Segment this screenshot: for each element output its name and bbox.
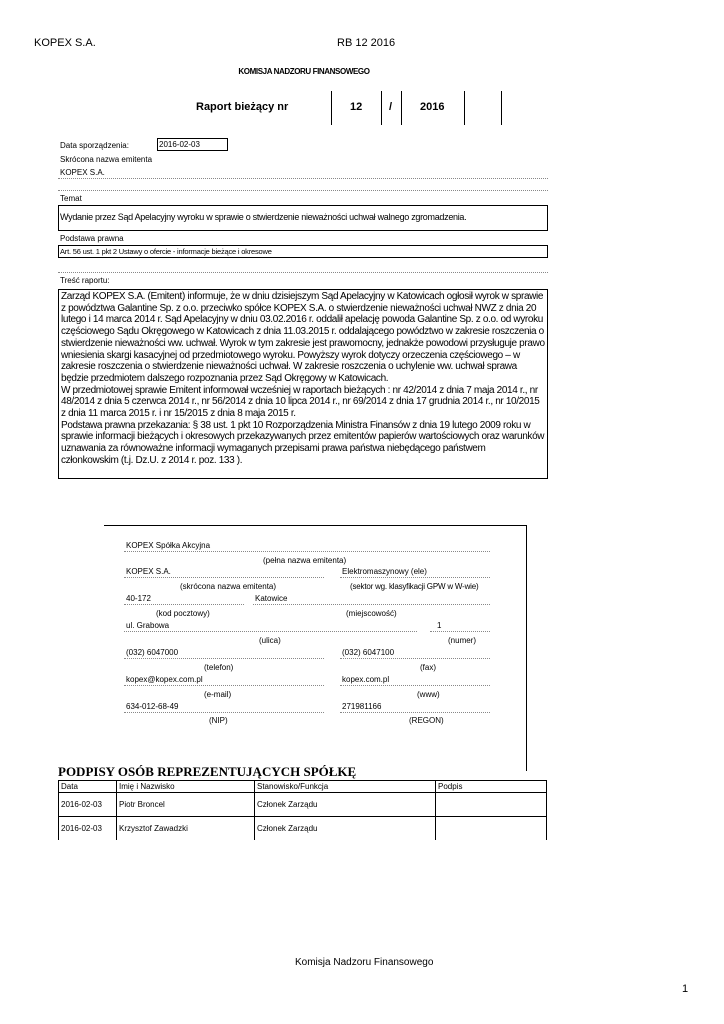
signatures-heading: PODPISY OSÓB REPREZENTUJĄCYCH SPÓŁKĘ [58, 764, 357, 779]
col-header-position: Stanowisko/Funkcja [255, 781, 436, 793]
company-short-name-label: (skrócona nazwa emitenta) [180, 582, 277, 591]
company-postal-code: 40-172 [126, 594, 151, 603]
authority-title: KOMISJA NADZORU FINANSOWEGO [238, 67, 370, 76]
legal-basis-label: Podstawa prawna [60, 234, 124, 243]
table-row [59, 817, 547, 841]
row-signature [436, 817, 547, 841]
company-city: Katowice [255, 594, 288, 603]
content-box [58, 289, 548, 479]
date-value: 2016-02-03 [159, 140, 200, 149]
row-name: Piotr Broncel [117, 793, 255, 817]
company-city-label: (miejscowość) [346, 609, 397, 618]
row-position: Członek Zarządu [255, 817, 436, 841]
company-email[interactable]: kopex@kopex.com.pl [126, 675, 203, 684]
row-date: 2016-02-03 [59, 817, 117, 841]
report-separator: / [389, 101, 393, 113]
content-paragraph-1: Zarząd KOPEX S.A. (Emitent) informuje, że w dniu dzisiejszym Sąd Apelacyjny w Katowicach ogłosił wyrok w sprawie z powództwa Galantine Sp. z o.o. przeciwko spółce KOPEX S.A. o stwierdzenie nieważności uchwał NWZ z dnia 20 lutego i 14 marca 2014 r. Sąd Apelacyjny w dniu 03.02.2016 r. oddalił apelację powoda Galantine Sp. z o.o. od wyroku częściowego Sądu Okręgowego w Katowicach z dnia 11.03.2015 r. oddalającego powództwo w zakresie roszczenia o stwierdzenie nieważności ww. uchwał. Wyrok w tym zakresie jest prawomocny, jednakże powodowi przysługuje prawo wniesienia skargi kasacyjnej od przedmiotowego wyroku. Powyższy wyrok dotyczy orzeczenia częściowego – w zakresie roszczenia o stwierdzenie nieważności uchwał. W zakresie roszczenia o uchylenie ww. uchwał sprawa będzie przedmiotem dalszego rozpoznania przez Sąd Okręgowy w Katowicach. [61, 291, 545, 384]
signatures-table [58, 780, 547, 840]
company-phone: (032) 6047000 [126, 648, 179, 657]
legal-basis-value: Art. 56 ust. 1 pkt 2 Ustawy o ofercie - informacje bieżące i okresowe [60, 247, 272, 256]
company-email-label: (e-mail) [204, 690, 232, 699]
company-nip: 634-012-68-49 [126, 702, 179, 711]
legal-basis-box [58, 245, 548, 258]
company-fax-label: (fax) [420, 663, 436, 672]
subject-label: Temat [60, 194, 82, 203]
content-paragraph-2: W przedmiotowej sprawie Emitent informował wcześniej w raportach bieżących : nr 42/2014 z dnia 7 maja 2014 r., nr 48/2014 z dnia 5 czerwca 2014 r., nr 56/2014 z dnia 10 lipca 2014 r., nr 69/2014 z dnia 17 grudnia 2014 r., nr 10/2015 z dnia 11 marca 2015 r. i nr 15/2015 z dnia 8 maja 2015 r. [61, 384, 540, 420]
row-date: 2016-02-03 [59, 793, 117, 817]
company-sector-label: (sektor wg. klasyfikacji GPW w W-wie) [350, 582, 479, 591]
report-number: 12 [350, 101, 363, 113]
date-value-box [157, 138, 228, 151]
report-label: Raport bieżący nr [196, 101, 289, 113]
content-label: Treść raportu: [60, 276, 110, 285]
company-www-label: (www) [417, 690, 440, 699]
company-www[interactable]: kopex.com.pl [342, 675, 390, 684]
subject-box [58, 205, 548, 231]
page-number: 1 [682, 983, 689, 995]
report-year: 2016 [420, 101, 445, 113]
col-header-name: Imię i Nazwisko [117, 781, 255, 793]
row-name: Krzysztof Zawadzki [117, 817, 255, 841]
short-name-label: Skrócona nazwa emitenta [60, 155, 153, 164]
page-header-left: KOPEX S.A. [34, 37, 96, 49]
short-name-value: KOPEX S.A. [60, 168, 105, 177]
col-header-signature: Podpis [436, 781, 547, 793]
subject-value: Wydanie przez Sąd Apelacyjny wyroku w sprawie o stwierdzenie nieważności uchwał walnego zgromadzenia. [60, 212, 467, 222]
date-label: Data sporządzenia: [60, 141, 129, 150]
company-regon: 271981166 [342, 702, 382, 711]
company-nip-label: (NIP) [209, 716, 228, 725]
company-short-name: KOPEX S.A. [126, 567, 171, 576]
row-signature [436, 793, 547, 817]
company-phone-label: (telefon) [204, 663, 234, 672]
row-position: Członek Zarządu [255, 793, 436, 817]
page-header-center: RB 12 2016 [337, 37, 396, 49]
table-row [59, 793, 547, 817]
content-paragraph-3: Podstawa prawna przekazania: § 38 ust. 1 pkt 10 Rozporządzenia Ministra Finansów z dnia 19 lutego 2009 roku w sprawie informacji bieżących i okresowych przekazywanych przez emitentów papierów wartościowych oraz warunków uznawania za równoważne informacji wymaganych przepisami prawa państwa niebędącego państwem członkowskim (t.j. Dz.U. z 2014 r. poz. 133 ). [61, 419, 545, 466]
company-number: 1 [437, 621, 442, 630]
col-header-date: Data [59, 781, 117, 793]
company-regon-label: (REGON) [409, 716, 444, 725]
company-postal-code-label: (kod pocztowy) [156, 609, 210, 618]
company-street-label: (ulica) [259, 636, 281, 645]
company-number-label: (numer) [448, 636, 477, 645]
company-sector: Elektromaszynowy (ele) [342, 567, 427, 576]
company-full-name: KOPEX Spółka Akcyjna [126, 541, 211, 550]
footer-text: Komisja Nadzoru Finansowego [295, 957, 434, 968]
company-street: ul. Grabowa [126, 621, 170, 630]
company-fax: (032) 6047100 [342, 648, 395, 657]
company-full-name-label: (pełna nazwa emitenta) [263, 556, 347, 565]
